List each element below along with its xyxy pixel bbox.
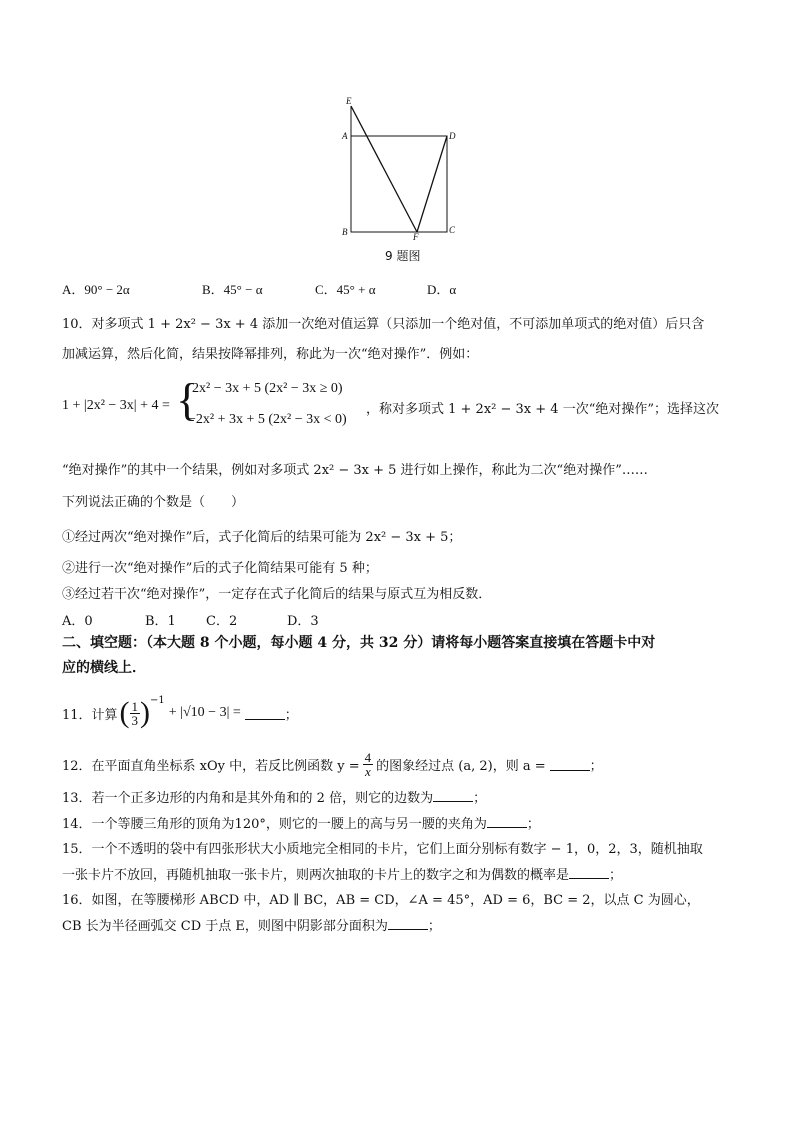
q11-numerator: 1 [131,698,139,714]
q14-suffix: ； [526,817,540,832]
q13-answer-blank [433,789,473,802]
point-label-f: F [413,232,419,242]
q12-rest: 的图象经过点 (a, 2)，则 a = [376,758,546,774]
q14-answer-blank [487,815,527,828]
q11-answer-blank [245,707,285,720]
q11 [62,695,298,731]
q15-line-1: 15．一个不透明的袋中有四张形状大小质地完全相同的卡片，它们上面分别标有数字 − 1，0，2，3，随机抽取 [62,842,703,857]
q12-prefix: 12．在平面直角坐标系 xOy 中，若反比例函数 y = [62,758,360,774]
q10-option-b: B．1 [145,614,176,629]
q16-text: CB 长为半径画弧交 CD 于点 E，则图中阴影部分面积为 [62,919,388,934]
q10-lhs: 1 + |2x² − 3x| + 4 = [62,398,170,413]
paren-close: ) [140,696,151,729]
point-label-e: E [346,96,352,106]
q11-rest: + |√10 − 3| = [168,705,241,720]
q16-line-1: 16．如图，在等腰梯形 ABCD 中，AD ∥ BC，AB = CD，∠A = 45°，AD = 6，BC = 2，以点 C 为圆心， [62,893,700,908]
q16-answer-blank [388,917,428,930]
q13-text: 13．若一个正多边形的内角和是其外角和的 2 倍，则它的边数为 [62,791,434,806]
q9-option-b: B．45° − α [202,282,263,297]
q15-text: 一张卡片不放回，再随机抽取一张卡片，则两次抽取的卡片上的数字之和为偶数的概率是 [62,868,570,883]
point-label-b: B [342,227,348,237]
q10-option-a: A．0 [62,614,93,629]
paren-open: ( [119,696,130,729]
q10-line-5: 下列说法正确的个数是（ ） [62,495,245,510]
q10-option-d: D．3 [287,614,319,629]
q10-statement-2: ②进行一次“绝对操作”后的式子化简结果可能有 5 种； [62,561,378,576]
q12-suffix: ； [589,758,603,774]
q15-suffix: ； [609,868,623,883]
q16-line-2 [62,917,441,936]
q10-line-1: 10．对多项式 1 + 2x² − 3x + 4 添加一次绝对值运算（只添加一个绝对值，不可添加单项式的绝对值）后只含 [62,317,705,332]
q11-suffix: ； [284,707,298,723]
q10-option-c: C．2 [206,614,238,629]
point-label-c: C [449,225,456,235]
q11-denominator: 3 [131,712,139,728]
q10-statement-3: ③经过若干次“绝对操作”，一定存在式子化简后的结果与原式互为相反数． [62,587,492,602]
q10-line-2: 加减运算，然后化简，结果按降幂排列，称此为一次“绝对操作”．例如： [62,347,479,362]
q15-answer-blank [569,866,609,879]
q12 [62,746,603,782]
segment-ef [351,106,417,232]
q12-numerator: 4 [364,749,372,765]
q10-after-case: ，称对多项式 1 + 2x² − 3x + 4 一次“绝对操作”；选择这次 [366,402,719,417]
section-2-heading-line-2: 应的横线上． [62,660,146,676]
q14 [62,815,540,834]
q10-case-1: 2x² − 3x + 5 (2x² − 3x ≥ 0) [192,381,343,396]
q11-fraction [130,700,141,727]
q13-suffix: ； [473,791,487,806]
point-label-a: A [342,131,348,141]
q11-exponent: −1 [150,695,165,706]
q15-line-2 [62,866,622,885]
q13 [62,789,486,808]
piecewise-brace: { [176,374,199,425]
figure-caption: 9 题图 [385,249,421,263]
q12-denominator: x [365,763,371,779]
q9-option-d: D．α [427,282,457,297]
q10-case-2: −2x² + 3x + 5 (2x² − 3x < 0) [188,412,347,427]
q10-statement-1: ①经过两次“绝对操作”后，式子化简后的结果可能为 2x² − 3x + 5； [62,530,462,545]
q16-suffix: ； [427,919,441,934]
q14-text: 14．一个等腰三角形的顶角为120°，则它的一腰上的高与另一腰的夹角为 [62,817,487,832]
q9-option-c: C．45° + α [315,282,376,297]
geometry-figure-9 [335,92,465,242]
q9-option-a: A．90° − 2α [62,282,130,297]
segment-fd [417,136,447,232]
q12-fraction [363,751,374,778]
q10-line-4: “绝对操作”的其中一个结果，例如对多项式 2x² − 3x + 5 进行如上操作，称此为二次“绝对操作”…… [62,463,648,478]
q11-prefix: 11．计算 [62,707,118,723]
section-2-heading-line-1: 二、填空题：（本大题 8 个小题，每小题 4 分，共 32 分）请将每小题答案直接填在答题卡中对 [62,635,656,651]
q12-answer-blank [550,758,590,771]
point-label-d: D [449,131,456,141]
